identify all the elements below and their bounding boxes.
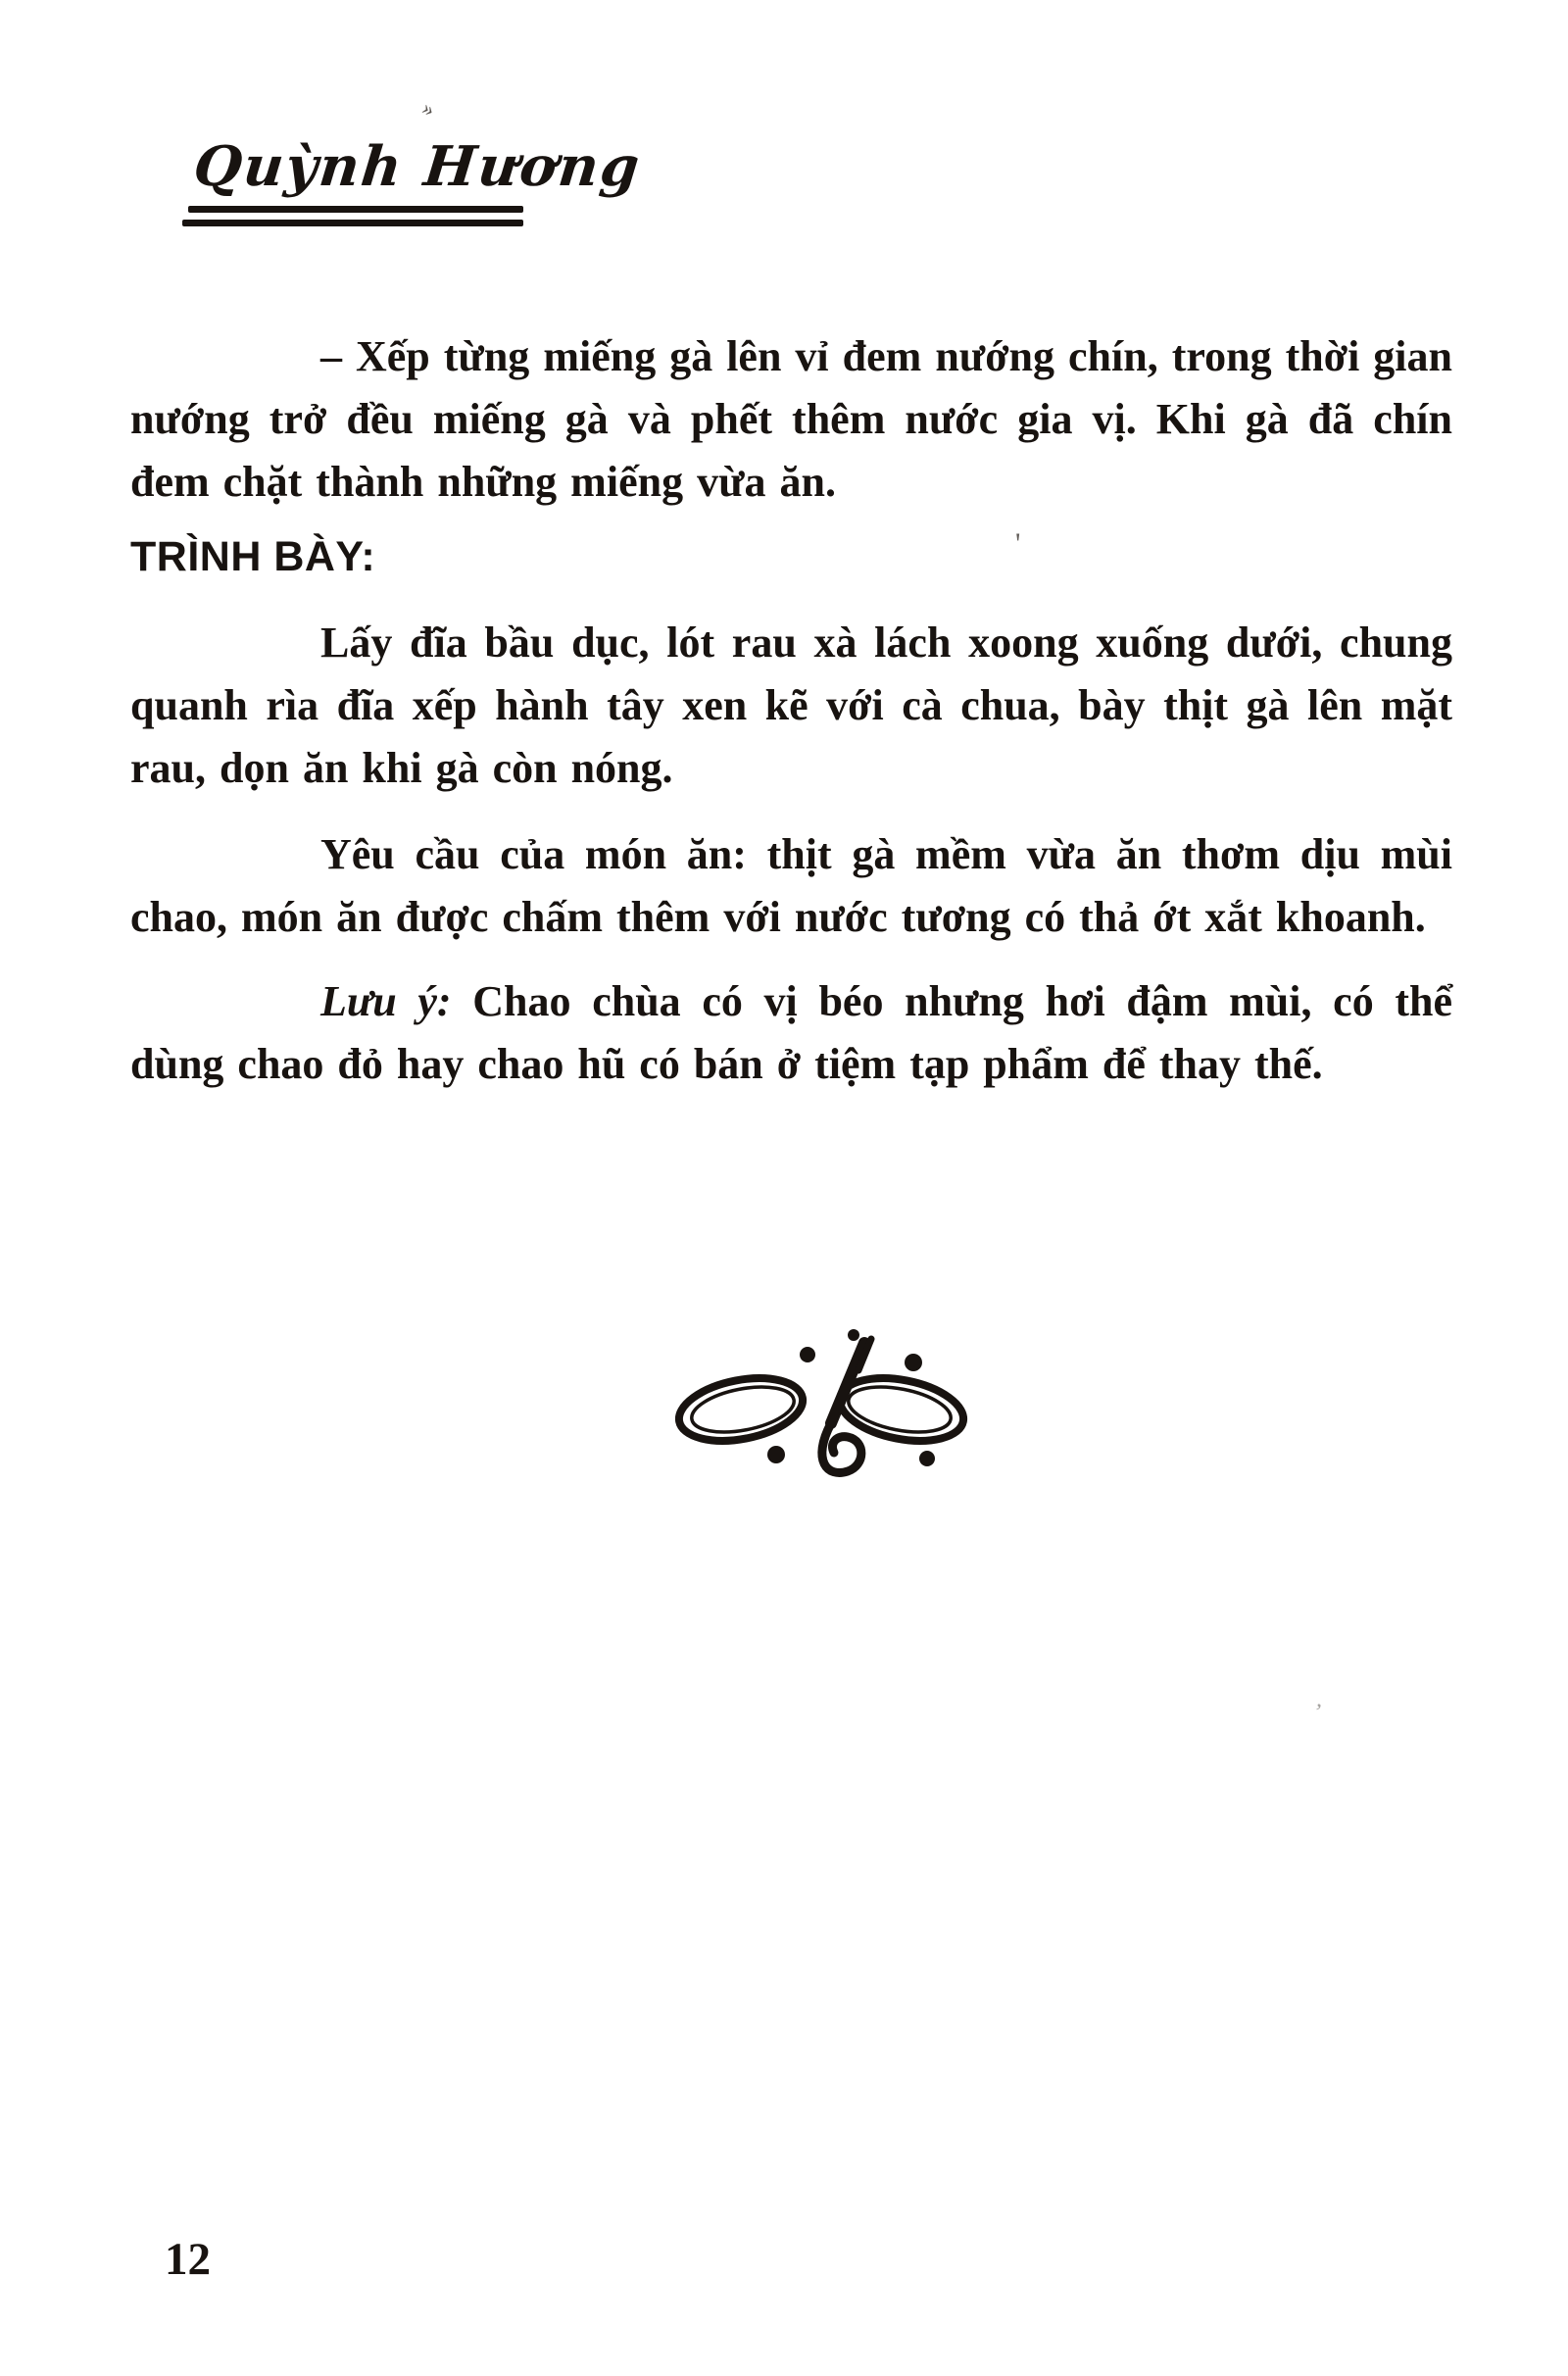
note-label: Lưu ý: [320,977,452,1025]
scan-speck: , [1315,1686,1325,1713]
scan-speck: » [418,94,440,123]
brand-script-logo [190,134,645,199]
paragraph-presentation: Lấy đĩa bầu dục, lót rau xà lách xoong xuống dưới, chung quanh rìa đĩa xếp hành tây xen kẽ với cà chua, bày thịt gà lên mặt rau, dọn ăn khi gà còn nóng. [130,619,1452,792]
paragraph-grilling-step: – Xếp từng miếng gà lên vỉ đem nướng chín, trong thời gian nướng trở đều miếng gà và phết thêm nước gia vị. Khi gà đã chín đem chặt thành những miếng vừa ăn. [130,332,1452,506]
calligraphic-flourish-ornament [655,1325,988,1492]
paragraph-requirements: Yêu cầu của món ăn: thịt gà mềm vừa ăn thơm dịu mùi chao, món ăn được chấm thêm với nước tương có thả ớt xắt khoanh. [130,830,1452,941]
page-number: 12 [165,2234,211,2285]
paragraph-note [130,970,1452,1096]
recipe-text-block [130,325,1452,1096]
note-text: Chao chùa có vị béo nhưng hơi đậm mùi, có thể dùng chao đỏ hay chao hũ có bán ở tiệm tạp phẩm để thay thế. [130,977,1453,1088]
logo-underline-top [188,206,523,213]
scan-speck: ' [1015,527,1021,560]
brand-script-logo-text: Quỳnh Hương [190,134,645,199]
section-heading-trinh-bay: TRÌNH BÀY: [130,533,376,580]
logo-underline-bottom [182,220,523,226]
